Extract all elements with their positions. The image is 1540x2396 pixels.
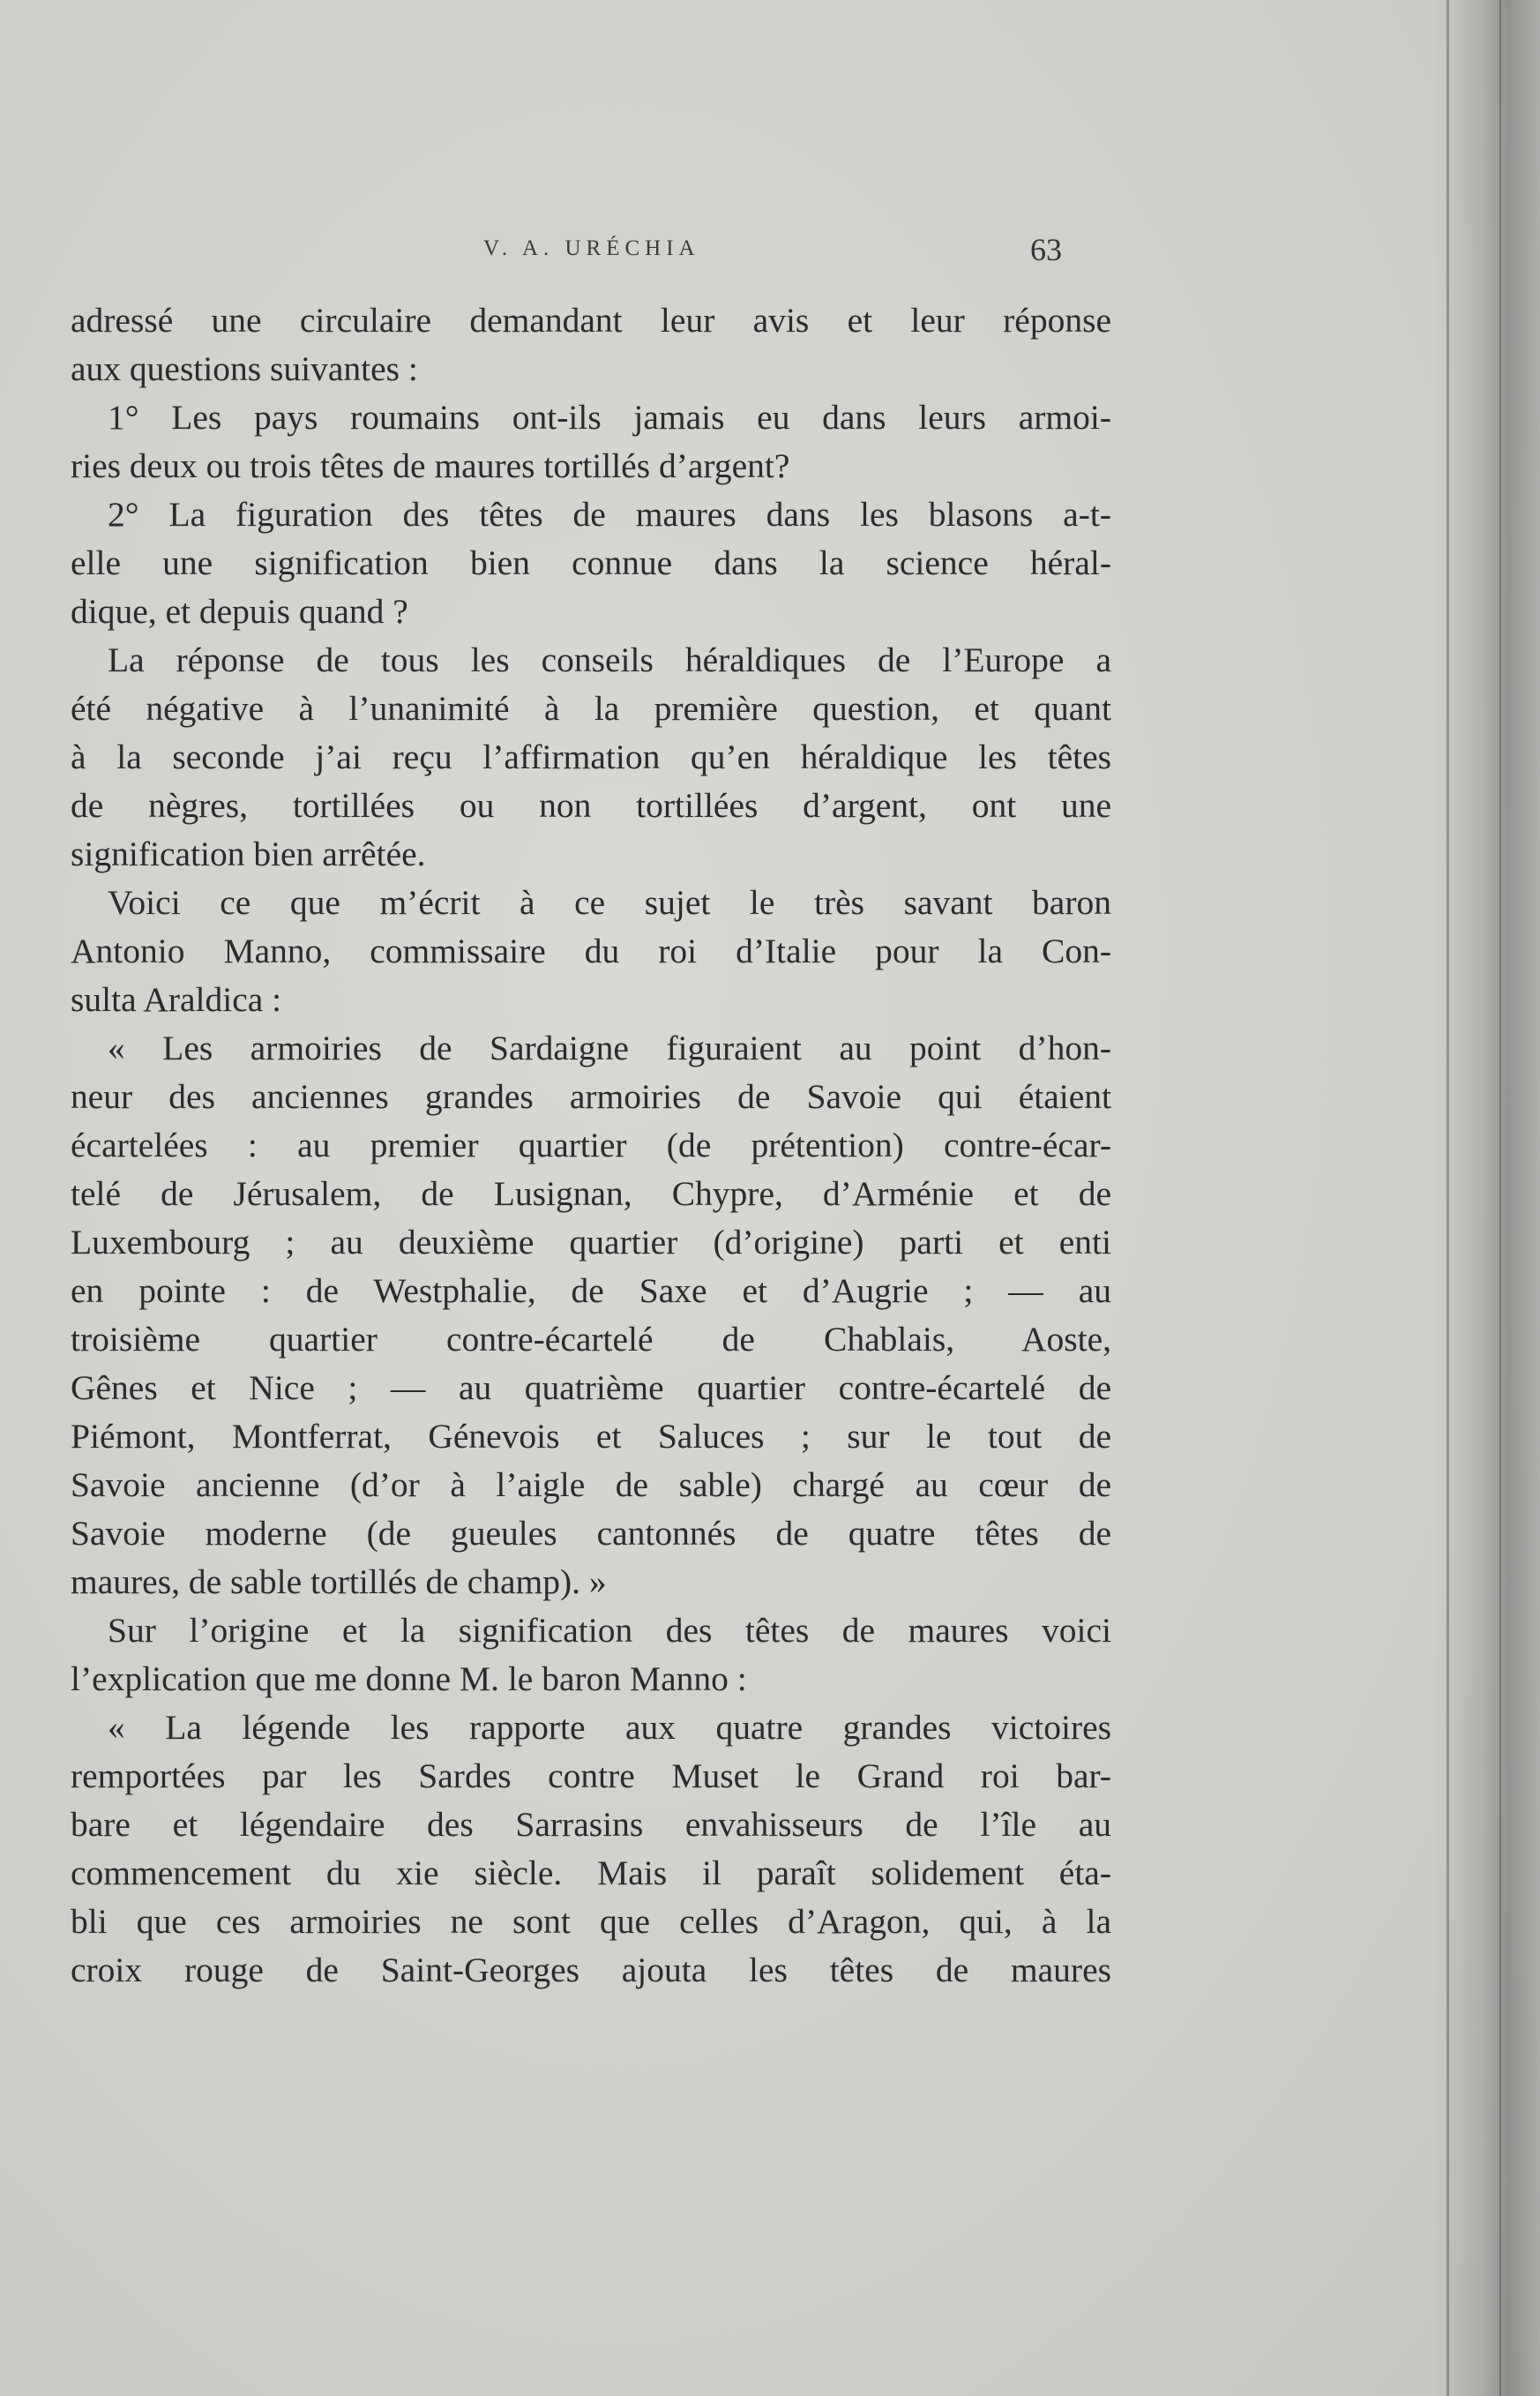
text-line: Piémont, Montferrat, Génevois et Saluces ; sur le tout de [71, 1417, 1111, 1456]
text-line: neur des anciennes grandes armoiries de Savoie qui étaient [71, 1077, 1111, 1116]
text-line: écartelées : au premier quartier (de prétention) contre-écar- [71, 1126, 1111, 1164]
text-line: maures, de sable tortillés de champ). » [71, 1562, 607, 1601]
text-line: commencement du xie siècle. Mais il paraît solidement éta- [71, 1853, 1111, 1892]
text-line: « Les armoiries de Sardaigne figuraient au point d’hon- [108, 1029, 1111, 1067]
text-line: bli que ces armoiries ne sont que celles d’Aragon, qui, à la [71, 1902, 1111, 1941]
text-line: adressé une circulaire demandant leur avis et leur réponse [71, 301, 1111, 340]
running-title: V. A. URÉCHIA [483, 236, 700, 260]
text-line: Savoie moderne (de gueules cantonnés de quatre têtes de [71, 1514, 1111, 1553]
text-line: elle une signification bien connue dans la science héral- [71, 543, 1111, 582]
body-text [71, 296, 1111, 1995]
text-line: aux questions suivantes : [71, 349, 418, 388]
page-number: 63 [1030, 232, 1062, 267]
text-line: ries deux ou trois têtes de maures tortillés d’argent? [71, 446, 790, 485]
text-line: croix rouge de Saint-Georges ajouta les têtes de maures [71, 1950, 1111, 1989]
text-line: 2° La figuration des têtes de maures dans les blasons a-t- [108, 495, 1111, 534]
text-line: en pointe : de Westphalie, de Saxe et d’Augrie ; — au [71, 1271, 1111, 1310]
gutter-line [1499, 0, 1501, 2396]
text-line: Savoie ancienne (d’or à l’aigle de sable) chargé au cœur de [71, 1465, 1111, 1504]
running-head [0, 232, 1540, 272]
text-line: telé de Jérusalem, de Lusignan, Chypre, d’Arménie et de [71, 1174, 1111, 1213]
page-gutter-shadow [1434, 0, 1540, 2396]
text-line: sulta Araldica : [71, 980, 282, 1019]
text-line: dique, et depuis quand ? [71, 592, 408, 631]
text-line: à la seconde j’ai reçu l’affirmation qu’en héraldique les têtes [71, 738, 1111, 776]
text-line: 1° Les pays roumains ont-ils jamais eu dans leurs armoi- [108, 398, 1111, 437]
text-line: Antonio Manno, commissaire du roi d’Italie pour la Con- [71, 932, 1111, 970]
text-line: bare et légendaire des Sarrasins envahisseurs de l’île au [71, 1805, 1111, 1844]
text-line: Voici ce que m’écrit à ce sujet le très savant baron [108, 883, 1111, 922]
text-line: La réponse de tous les conseils héraldiques de l’Europe a [108, 640, 1111, 679]
text-line: « La légende les rapporte aux quatre grandes victoires [108, 1708, 1111, 1747]
text-line: remportées par les Sardes contre Muset le Grand roi bar- [71, 1756, 1111, 1795]
text-line: Luxembourg ; au deuxième quartier (d’origine) parti et enti [71, 1223, 1111, 1262]
text-line: troisième quartier contre-écartelé de Chablais, Aoste, [71, 1320, 1111, 1359]
text-line: Sur l’origine et la signification des têtes de maures voici [108, 1611, 1111, 1650]
gutter-line [1447, 0, 1449, 2396]
text-line: été négative à l’unanimité à la première question, et quant [71, 689, 1111, 728]
text-line: signification bien arrêtée. [71, 835, 426, 873]
text-line: Gênes et Nice ; — au quatrième quartier contre-écartelé de [71, 1368, 1111, 1407]
text-line: l’explication que me donne M. le baron Manno : [71, 1659, 747, 1698]
text-line: de nègres, tortillées ou non tortillées d’argent, ont une [71, 786, 1111, 825]
